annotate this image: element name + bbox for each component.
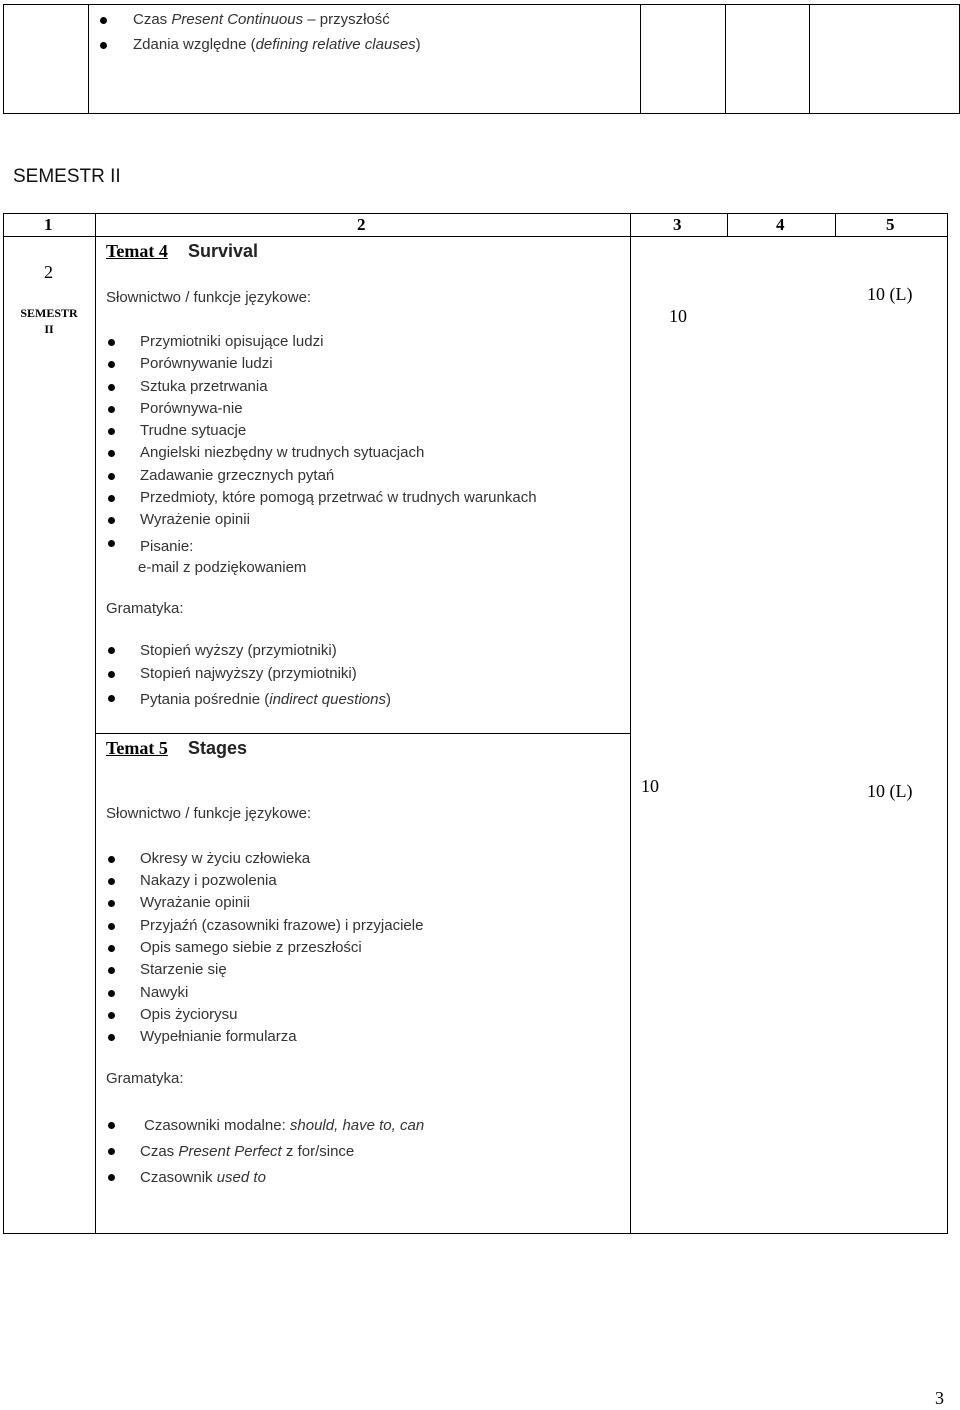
bullet-icon <box>108 923 115 930</box>
list-item: Stopień najwyższy (przymiotniki) <box>140 665 357 682</box>
bullet-icon <box>100 17 107 24</box>
bullet-icon <box>108 945 115 952</box>
page-number: 3 <box>935 1388 944 1408</box>
list-item: Porównywa-nie <box>140 400 243 417</box>
bullet-icon <box>108 406 115 413</box>
list-item: Pytania pośrednie (indirect questions) <box>140 691 391 708</box>
list-item: Opis życiorysu <box>140 1006 238 1023</box>
list-item: Wyrażenie opinii <box>140 511 250 528</box>
column-header-1: 1 <box>44 215 53 234</box>
bullet-icon <box>108 339 115 346</box>
list-item: Zadawanie grzecznych pytań <box>140 467 335 484</box>
bullet-icon <box>108 967 115 974</box>
temat-4-grammar-heading: Gramatyka: <box>106 600 184 617</box>
bullet-icon <box>108 540 115 547</box>
bullet-icon <box>108 1148 115 1155</box>
list-item: Angielski niezbędny w trudnych sytuacjach <box>140 444 425 461</box>
column-header-3: 3 <box>673 215 682 234</box>
list-item: Sztuka przetrwania <box>140 378 268 395</box>
column-header-4: 4 <box>776 215 785 234</box>
list-item: Przyjaźń (czasowniki frazowe) i przyjaciele <box>140 917 424 934</box>
bullet-icon <box>108 695 115 702</box>
list-item: Nawyki <box>140 984 189 1001</box>
bullet-icon <box>108 1122 115 1129</box>
list-item: Czasownik used to <box>140 1169 266 1186</box>
top-item-2: Zdania względne (defining relative clauses) <box>133 36 421 53</box>
list-item: Wypełnianie formularza <box>140 1028 297 1045</box>
temat-4-title: Survival <box>188 241 259 261</box>
temat-4-label: Temat 4 <box>106 241 168 261</box>
bullet-icon <box>108 473 115 480</box>
temat-4-hours: 10 <box>669 306 687 326</box>
temat-4-vocab-heading: Słownictwo / funkcje językowe: <box>106 289 312 306</box>
bullet-icon <box>108 647 115 654</box>
list-item: Starzenie się <box>140 961 227 978</box>
list-item: Czas Present Perfect z for/since <box>140 1143 355 1160</box>
list-item: Przedmioty, które pomogą przetrwać w trudnych warunkach <box>140 489 537 506</box>
temat-5-label: Temat 5 <box>106 738 168 758</box>
bullet-icon <box>108 900 115 907</box>
list-item: Wyrażanie opinii <box>140 894 250 911</box>
temat-5-title: Stages <box>188 738 248 758</box>
list-item: Trudne sytuacje <box>140 422 247 439</box>
bullet-icon <box>108 384 115 391</box>
top-item-1: Czas Present Continuous – przyszłość <box>133 11 390 28</box>
bullet-icon <box>108 450 115 457</box>
bullet-icon <box>108 517 115 524</box>
bullet-icon <box>108 361 115 368</box>
list-item: Nakazy i pozwolenia <box>140 872 277 889</box>
bullet-icon <box>108 1174 115 1181</box>
semester-label: SEMESTR II <box>20 306 78 336</box>
temat-5-grammar-heading: Gramatyka: <box>106 1070 184 1087</box>
bullet-icon <box>108 878 115 885</box>
list-item: Opis samego siebie z przeszłości <box>140 939 362 956</box>
temat-4-test: 10 (L) <box>867 284 913 304</box>
bullet-icon <box>100 42 107 49</box>
row-number: 2 <box>44 262 53 282</box>
list-item: Przymiotniki opisujące ludzi <box>140 333 324 350</box>
bullet-icon <box>108 428 115 435</box>
list-item: Porównywanie ludzi <box>140 355 273 372</box>
list-item: Czasowniki modalne: should, have to, can <box>144 1117 425 1134</box>
bullet-icon <box>108 1012 115 1019</box>
bullet-icon <box>108 1034 115 1041</box>
temat-5-hours: 10 <box>641 776 659 796</box>
writing-item: e-mail z podziękowaniem <box>138 559 307 576</box>
writing-label: Pisanie: <box>140 538 194 555</box>
bullet-icon <box>108 856 115 863</box>
list-item: Okresy w życiu człowieka <box>140 850 311 867</box>
column-header-5: 5 <box>886 215 895 234</box>
list-item: Stopień wyższy (przymiotniki) <box>140 642 337 659</box>
bullet-icon <box>108 990 115 997</box>
bullet-icon <box>108 495 115 502</box>
column-header-2: 2 <box>357 215 366 234</box>
temat-5-test: 10 (L) <box>867 781 913 801</box>
temat-5-vocab-heading: Słownictwo / funkcje językowe: <box>106 805 312 822</box>
bullet-icon <box>108 671 115 678</box>
section-heading: SEMESTR II <box>13 166 121 187</box>
